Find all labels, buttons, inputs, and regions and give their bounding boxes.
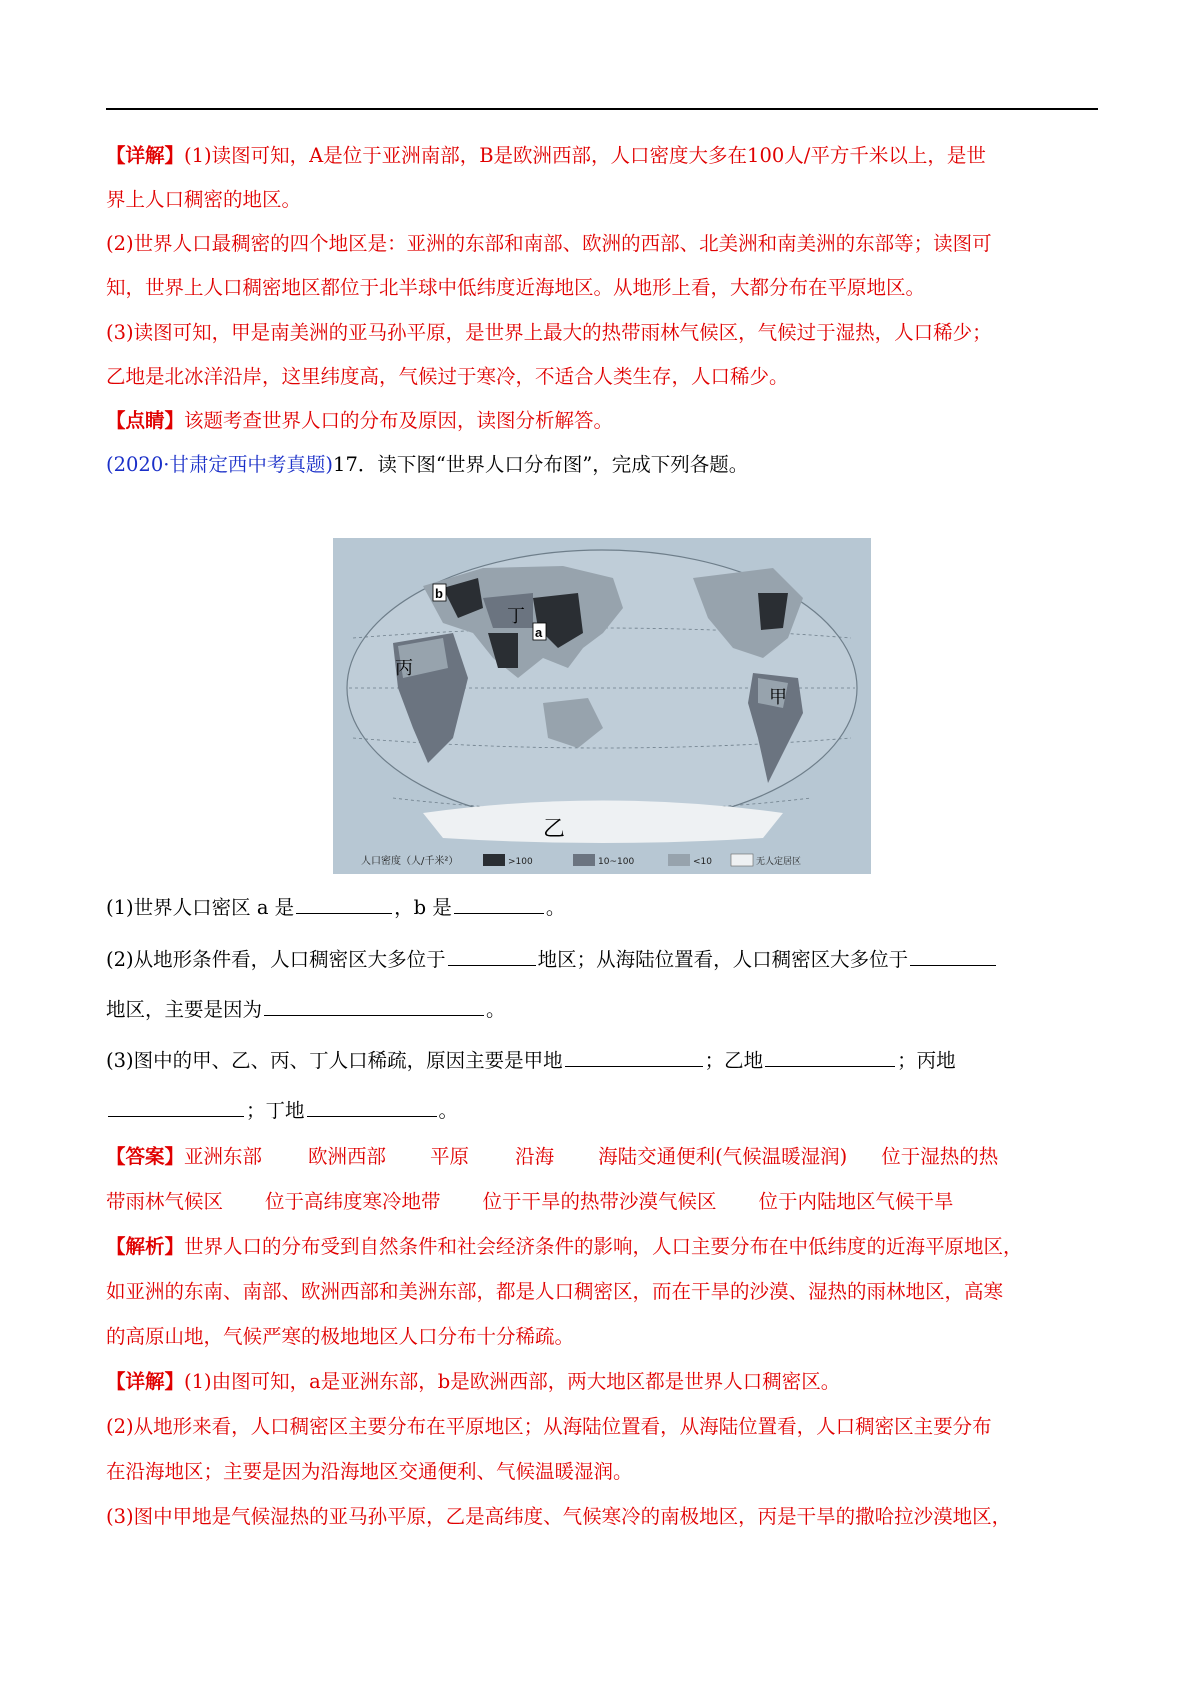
answer-line1: 【答案】亚洲东部 欧洲西部 平原 沿海 海陆交通便利(气候温暖湿润) 位于湿热的热 <box>106 1145 999 1168</box>
label-yi: 乙 <box>543 817 566 842</box>
answer-tag: 【答案】 <box>106 1145 185 1168</box>
answer-blank[interactable] <box>264 995 484 1016</box>
detail1-line3: (2)世界人口最稠密的四个地区是：亚洲的东部和南部、欧洲的西部、北美洲和南美洲的东部等；读图可 <box>106 232 992 255</box>
detail1-line6: 乙地是北冰洋沿岸，这里纬度高，气候过于寒冷，不适合人类生存，人口稀少。 <box>106 365 789 388</box>
header-rule <box>106 108 1098 110</box>
analysis-line2: 如亚洲的东南、南部、欧洲西部和美洲东部，都是人口稠密区，而在干旱的沙漠、湿热的雨林地区，高寒 <box>106 1280 1004 1303</box>
answer-blank[interactable] <box>307 1096 437 1117</box>
analysis-line3: 的高原山地，气候严寒的极地地区人口分布十分稀疏。 <box>106 1325 575 1348</box>
question-text: 17．读下图“世界人口分布图”，完成下列各题。 <box>333 453 749 476</box>
answer-blank[interactable] <box>454 893 544 914</box>
detail1-line2: 界上人口稠密的地区。 <box>106 188 302 211</box>
legend-label-mid: 10~100 <box>598 857 635 867</box>
analysis-line1: 【解析】世界人口的分布受到自然条件和社会经济条件的影响，人口主要分布在中低纬度的近海平原地区， <box>106 1235 1023 1258</box>
legend-label-high: >100 <box>508 857 533 867</box>
detail1-line1: 【详解】(1)读图可知，A是位于亚洲南部，B是欧洲西部，人口密度大多在100人/平方千米以上，是世 <box>106 144 986 167</box>
legend-label-none: 无人定居区 <box>756 857 802 867</box>
answer-blank[interactable] <box>296 893 392 914</box>
label-bing: 丙 <box>395 658 413 679</box>
answer-blank[interactable] <box>765 1046 895 1067</box>
label-a: a <box>535 625 543 640</box>
question-part3-line2: ；丁地 。 <box>106 1096 1098 1125</box>
answer-blank[interactable] <box>448 945 536 966</box>
answer-line2: 带雨林气候区 位于高纬度寒冷地带 位于干旱的热带沙漠气候区 位于内陆地区气候干旱 <box>106 1190 954 1213</box>
tip-line: 【点睛】该题考查世界人口的分布及原因，读图分析解答。 <box>106 409 614 432</box>
legend-swatch-none <box>731 854 753 866</box>
legend-swatch-low <box>668 854 690 866</box>
legend-title: 人口密度（人/千米²） <box>361 856 459 867</box>
question-source: (2020·甘肃定西中考真题) <box>106 453 334 476</box>
question-part1: (1)世界人口密区 a 是 ，b 是 。 <box>106 893 1098 922</box>
detail2-line4: (3)图中甲地是气候湿热的亚马孙平原，乙是高纬度、气候寒冷的南极地区，丙是干旱的撒哈拉沙漠地区， <box>106 1505 1012 1528</box>
legend-swatch-mid <box>573 854 595 866</box>
north-america-dense-area <box>758 593 788 630</box>
tip-tag: 【点睛】 <box>106 409 185 432</box>
label-jia: 甲 <box>769 687 787 708</box>
analysis-tag: 【解析】 <box>106 1235 185 1258</box>
detail1-line4: 知，世界上人口稠密地区都位于北半球中低纬度近海地区。从地形上看，大都分布在平原地区。 <box>106 276 926 299</box>
question-header <box>106 451 1098 479</box>
detail2-line3: 在沿海地区；主要是因为沿海地区交通便利、气候温暖湿润。 <box>106 1460 633 1483</box>
question-part3-line1: (3)图中的甲、乙、丙、丁人口稀疏，原因主要是甲地 ；乙地 ；丙地 <box>106 1046 1098 1075</box>
world-population-map <box>333 538 871 874</box>
label-ding: 丁 <box>507 606 525 627</box>
detail-tag: 【详解】 <box>106 144 185 167</box>
detail-tag: 【详解】 <box>106 1370 185 1393</box>
legend-label-low: <10 <box>693 857 712 867</box>
answer-blank[interactable] <box>565 1046 703 1067</box>
answer-blank[interactable] <box>910 945 996 966</box>
label-b: b <box>435 586 443 601</box>
detail1-line5: (3)读图可知，甲是南美洲的亚马孙平原，是世界上最大的热带雨林气候区，气候过于湿热，人口稀少； <box>106 321 992 344</box>
legend-swatch-high <box>483 854 505 866</box>
question-part2-line2: 地区，主要是因为 。 <box>106 995 1098 1024</box>
question-part2-line1: (2)从地形条件看，人口稠密区大多位于 地区；从海陆位置看，人口稠密区大多位于 <box>106 945 1098 974</box>
antarctica-landmass <box>423 801 783 844</box>
answer-blank[interactable] <box>108 1096 244 1117</box>
detail2-line1: 【详解】(1)由图可知，a是亚洲东部，b是欧洲西部，两大地区都是世界人口稠密区。 <box>106 1370 841 1393</box>
detail2-line2: (2)从地形来看，人口稠密区主要分布在平原地区；从海陆位置看，从海陆位置看，人口稠密区主要分布 <box>106 1415 992 1438</box>
